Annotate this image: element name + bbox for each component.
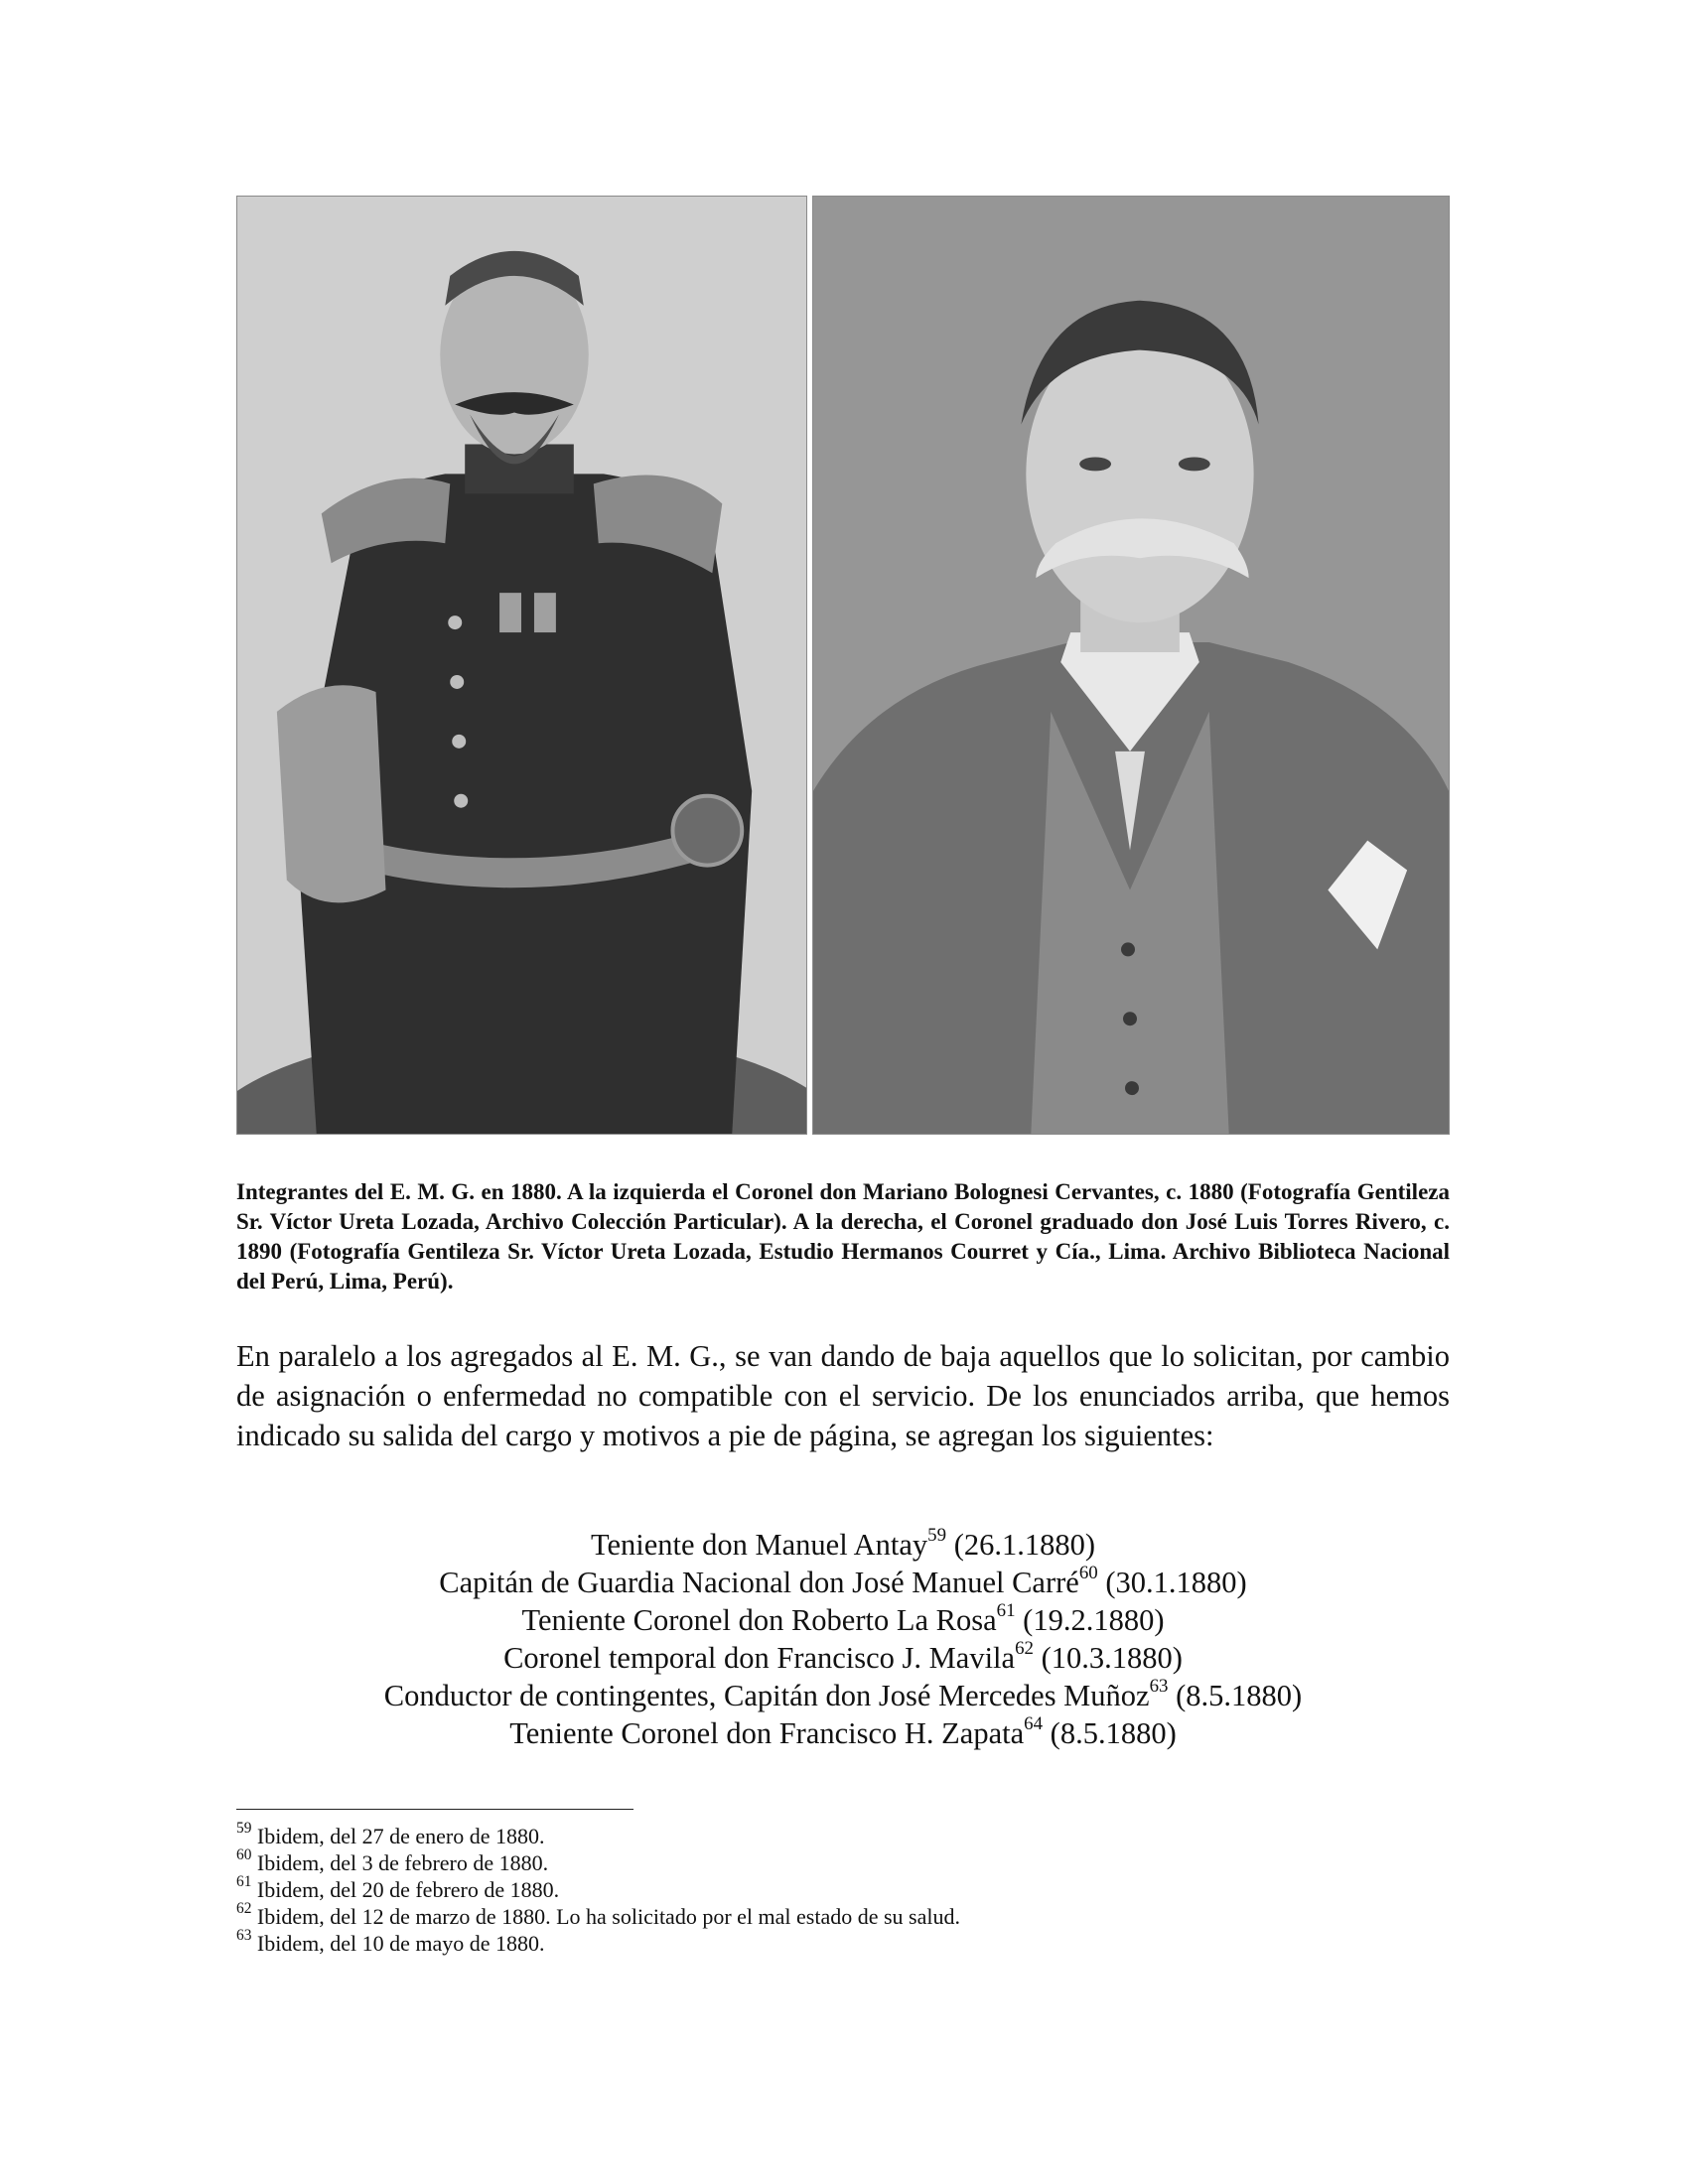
- footnote: $^{62}$ Ibidem, del 12 de marzo de 1880. Lo ha solicitado por el mal estado de su salud.: [236, 1900, 960, 1929]
- footnotes: [236, 1820, 1450, 1957]
- list-item: Teniente Coronel don Roberto La Rosa$^{61}$ (19.2.1880): [521, 1600, 1165, 1637]
- photo-torres-rivero: [812, 196, 1450, 1135]
- footnote-number: 63: [236, 1927, 252, 1945]
- footnote-ref[interactable]: 63: [1149, 1676, 1169, 1698]
- footnote-ref[interactable]: 59: [927, 1525, 947, 1547]
- footnote-number: 61: [236, 1873, 252, 1891]
- footnote-ref[interactable]: 64: [1024, 1713, 1044, 1735]
- photo-bolognesi: [236, 196, 807, 1135]
- list-item: Coronel temporal don Francisco J. Mavila$^{62}$ (10.3.1880): [503, 1638, 1183, 1675]
- footnote-number: 60: [236, 1846, 252, 1864]
- footnote-number: 62: [236, 1900, 252, 1918]
- footnote: $^{61}$ Ibidem, del 20 de febrero de 1880.: [236, 1873, 560, 1902]
- list-item: Teniente Coronel don Francisco H. Zapata$^{64}$ (8.5.1880): [509, 1713, 1177, 1750]
- photo-caption: Integrantes del E. M. G. en 1880. A la izquierda el Coronel don Mariano Bolognesi Cervantes, c. 1880 (Fotografía Gentileza Sr. Víctor Ureta Lozada, Archivo Colección Particular). A la derecha, el Coronel graduado don José Luis Torres Rivero, c. 1890 (Fotografía Gentileza Sr. Víctor Ureta Lozada, Estudio Hermanos Courret y Cía., Lima. Archivo Biblioteca Nacional del Perú, Lima, Perú).: [236, 1179, 1450, 1294]
- photo-pair: [236, 196, 1450, 1135]
- footnote-number: 59: [236, 1820, 252, 1838]
- footnote-ref[interactable]: 61: [996, 1600, 1016, 1622]
- photo-bolognesi-illustration: [237, 197, 806, 1134]
- body-paragraph: En paralelo a los agregados al E. M. G., se van dando de baja aquellos que lo solicitan, por cambio de asignación o enfermedad no compatible con el servicio. De los enunciados arriba, que hemos indicado su salida del cargo y motivos a pie de página, se agregan los siguientes:: [236, 1339, 1450, 1452]
- footnote-ref[interactable]: 62: [1015, 1638, 1034, 1660]
- footnote: $^{60}$ Ibidem, del 3 de febrero de 1880.: [236, 1846, 549, 1875]
- footnote-ref[interactable]: 60: [1078, 1563, 1098, 1584]
- photo-torres-rivero-illustration: [813, 197, 1449, 1134]
- list-item: Teniente don Manuel Antay$^{59}$ (26.1.1880): [590, 1525, 1096, 1562]
- discharge-list: [236, 1526, 1450, 1752]
- list-item: Conductor de contingentes, Capitán don José Mercedes Muñoz$^{63}$ (8.5.1880): [383, 1676, 1303, 1712]
- footnote: $^{63}$ Ibidem, del 10 de mayo de 1880.: [236, 1927, 545, 1956]
- footnote: $^{59}$ Ibidem, del 27 de enero de 1880.: [236, 1820, 545, 1848]
- footnote-divider: [236, 1809, 633, 1810]
- list-item: Capitán de Guardia Nacional don José Manuel Carré$^{60}$ (30.1.1880): [439, 1563, 1247, 1599]
